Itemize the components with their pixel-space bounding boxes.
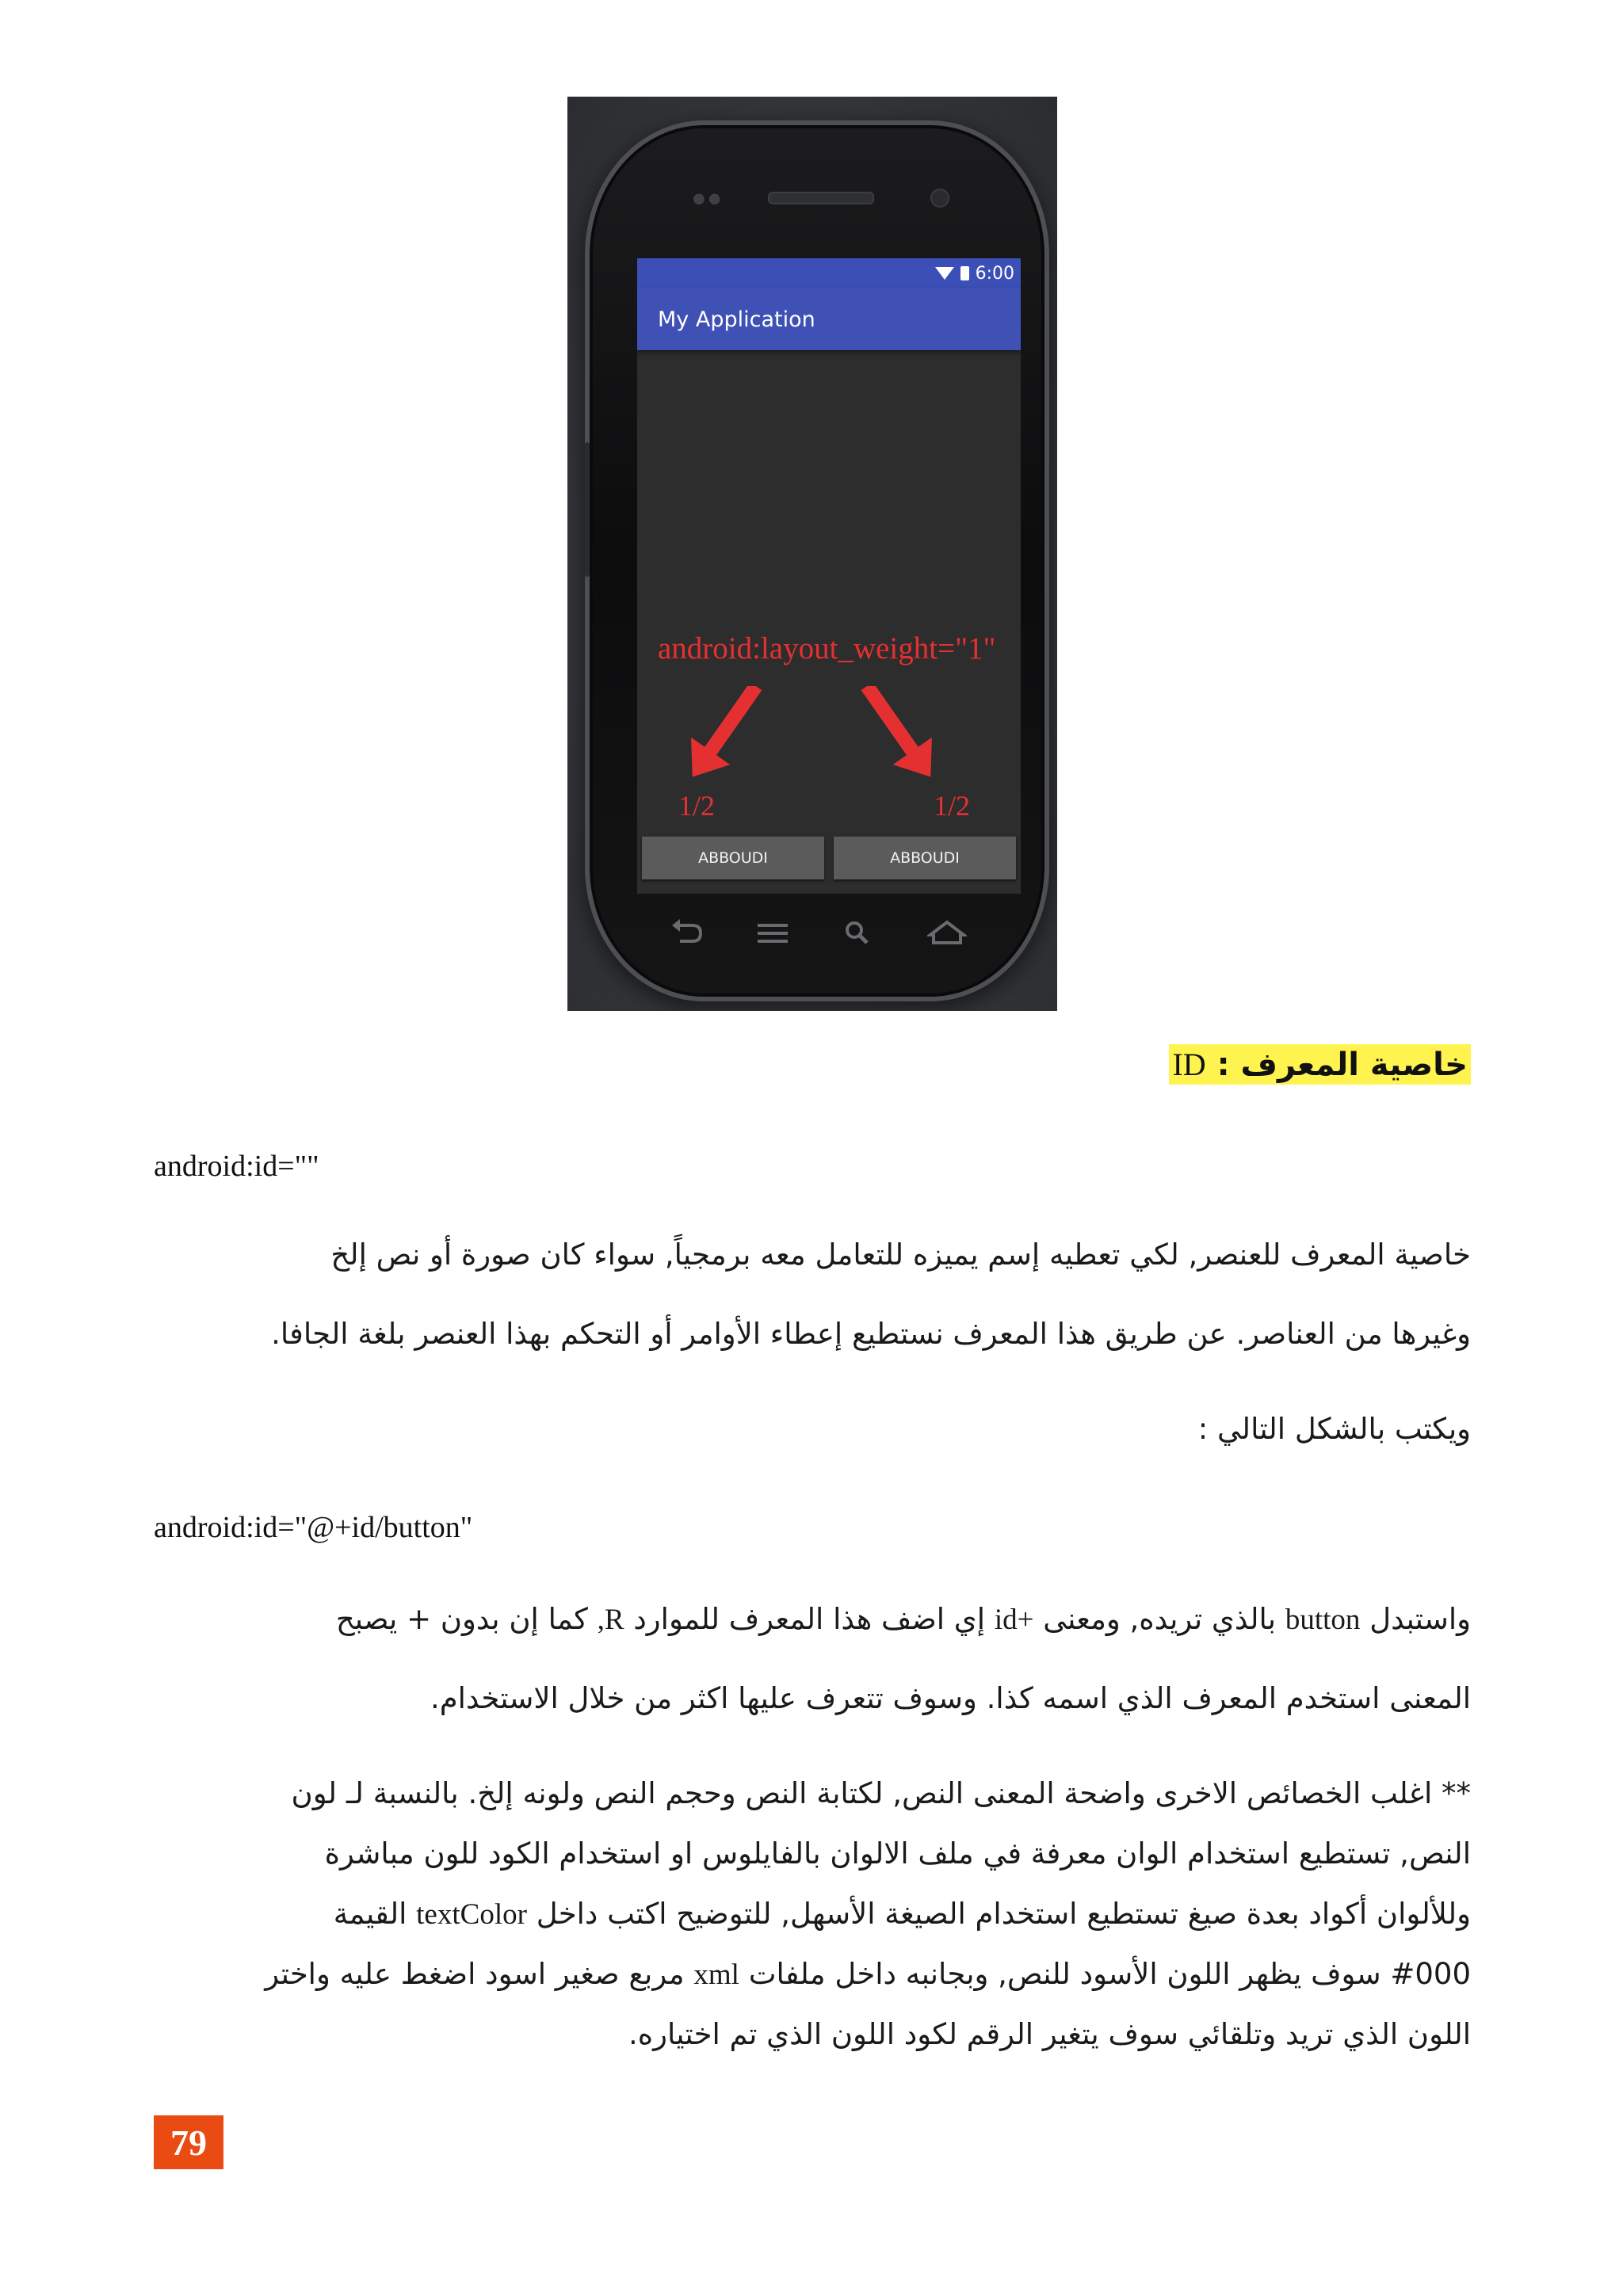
para-3-text-a: واستبدل: [1369, 1602, 1471, 1636]
phone-screen: [637, 258, 1021, 894]
code-snippet-button-id: android:id="@+id/button": [154, 1511, 473, 1544]
search-icon[interactable]: [840, 917, 876, 949]
para-3-line-2: المعنى استخدم المعرف الذي اسمه كذا. وسوف تتعرف عليها اكثر من خلال الاستخدام.: [430, 1681, 1471, 1715]
home-icon[interactable]: [927, 917, 967, 949]
para-3-latin-r: R,: [597, 1604, 624, 1636]
fraction-left-label: 1/2: [678, 790, 716, 822]
app-toolbar: [637, 288, 1021, 350]
para-3-latin-button: button: [1285, 1604, 1361, 1636]
phone-speaker: [768, 192, 874, 204]
para-3-text-c: بالذي تريده, ومعنى: [1043, 1602, 1277, 1636]
para-1-line-1: خاصية المعرف للعنصر, لكي تعطيه إسم يميزه للتعامل معه برمجياً, سواء كان صورة أو نص إلخ: [330, 1238, 1471, 1272]
page-number: 79: [154, 2115, 223, 2169]
para-4-latin-xml: xml: [693, 1958, 739, 1991]
abboudi-button-right[interactable]: ABBOUDI: [834, 837, 1016, 879]
sensor-dots: ●●: [693, 190, 724, 207]
para-3-latin-id: +id: [994, 1604, 1034, 1636]
para-3-line-1: [154, 1602, 1471, 1637]
fraction-right-label: 1/2: [934, 790, 971, 822]
battery-icon: [960, 266, 969, 280]
status-bar: [637, 258, 1021, 288]
para-4-line-5: اللون الذي تريد وتلقائي سوف يتغير الرقم لكود اللون الذي تم اختياره.: [628, 2017, 1471, 2051]
para-4-latin-textcolor: textColor: [416, 1898, 527, 1931]
para-3-text-e: إي اضف هذا المعرف للموارد: [633, 1602, 986, 1636]
para-4-line-1: ** اغلب الخصائص الاخرى واضحة المعنى النص, لكتابة النص وحجم النص ولونه إلخ. بالنسبة لـ لون: [291, 1776, 1471, 1810]
layout-weight-annotation: android:layout_weight="1": [658, 631, 996, 666]
app-title: My Application: [658, 307, 815, 332]
wifi-icon: [935, 267, 954, 280]
heading-arabic: خاصية المعرف :: [1216, 1047, 1468, 1083]
phone-body: [585, 120, 1049, 1001]
hardware-nav-keys: [669, 917, 973, 965]
para-1-line-2: وغيرها من العناصر. عن طريق هذا المعرف نستطيع إعطاء الأوامر أو التحكم بهذا العنصر بلغة الجافا.: [271, 1317, 1471, 1351]
para-3-text-g: كما إن بدون + يصبح: [335, 1602, 588, 1636]
section-heading: [1169, 1044, 1471, 1085]
left-arrow-icon: [673, 686, 775, 791]
para-2: ويكتب بالشكل التالي :: [1197, 1412, 1471, 1446]
abboudi-button-left[interactable]: ABBOUDI: [642, 837, 824, 879]
code-snippet-empty-id: android:id="": [154, 1150, 319, 1183]
back-icon[interactable]: [669, 917, 705, 949]
para-4-line-3: [154, 1897, 1471, 1932]
phone-side-button: [585, 442, 590, 577]
front-camera-icon: [930, 189, 949, 208]
para-4-line-4: [154, 1957, 1471, 1992]
para-4-text-a: وللألوان أكواد بعدة صيغ تستطيع استخدام الصيغة الأسهل, للتوضيح اكتب داخل: [536, 1897, 1471, 1931]
menu-icon[interactable]: [754, 917, 791, 949]
heading-id: ID: [1172, 1047, 1206, 1082]
status-time: 6:00: [975, 263, 1014, 284]
phone-screenshot-figure: [567, 97, 1057, 1011]
para-4-text-d: #000 سوف يظهر اللون الأسود للنص, وبجانبه داخل ملفات: [748, 1957, 1471, 1991]
para-4-text-c: القيمة: [333, 1897, 407, 1931]
para-4-text-f: مربع صغير اسود اضغط عليه واختر: [265, 1957, 685, 1991]
para-4-line-2: النص, تستطيع استخدام الوان معرفة في ملف الالوان بالفايلوس او استخدام الكود للون مباشرة: [324, 1836, 1471, 1871]
right-arrow-icon: [847, 686, 949, 791]
